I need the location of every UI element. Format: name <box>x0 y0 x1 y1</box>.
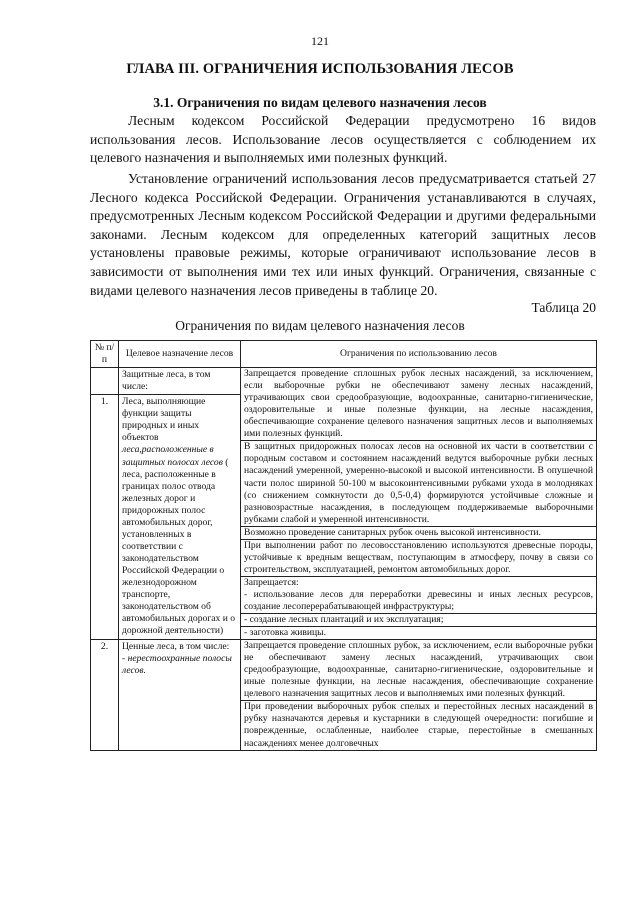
chapter-title: ГЛАВА III. ОГРАНИЧЕНИЯ ИСПОЛЬЗОВАНИЯ ЛЕСОВ <box>126 61 514 77</box>
paragraph-text: Лесным кодексом Российской Федерации предусмотрено 16 видов использования лесов. Использование лесов осуществляется с соблюдением их целевого назначения и выполняемых ими полезных функций. <box>90 113 596 166</box>
row-number: 2. <box>91 640 119 750</box>
row-number: 1. <box>91 395 119 640</box>
table-header-row <box>91 341 597 368</box>
paragraph-1 <box>90 112 596 168</box>
restriction-paragraph: Запрещается: - использование лесов для переработки древесины и иных лесных ресурсов, создание лесоперерабатывающей инфраструктуры; <box>241 576 596 613</box>
row1-number-top <box>91 368 119 395</box>
table-row <box>91 640 597 750</box>
paragraph-2 <box>90 170 596 300</box>
table-row <box>91 368 597 395</box>
header-restrictions: Ограничения по использованию лесов <box>241 341 597 368</box>
restriction-paragraph: - заготовка живицы. <box>241 626 596 639</box>
purpose-italic-text: - нерестоохранные полосы лесов. <box>122 653 232 677</box>
purpose-text: Леса, выполняющие функции защиты природных и иных объектов <box>122 396 206 444</box>
restriction-paragraph: - создание лесных плантаций и их эксплуатация; <box>241 613 596 626</box>
row1-purpose <box>119 395 241 640</box>
restriction-paragraph: Запрещается проведение сплошных рубок, за исключением, если выборочные рубки не обеспечивают замену лесных насаждений, утрачивающих свои средообразующие, водоохранные, санитарно-гигиенические, оздоровительные и иные полезные функции, на лесные насаждения, обеспечивающие сохранение целевого назначения защитных лесов и выполняемых ими полезных функций. <box>244 640 593 700</box>
row2-restrictions <box>241 640 597 750</box>
section-title: 3.1. Ограничения по видам целевого назначения лесов <box>153 95 487 110</box>
group-label: Защитные леса, в том числе: <box>119 368 241 395</box>
table-label: Таблица 20 <box>531 300 596 315</box>
table-caption: Ограничения по видам целевого назначения лесов <box>175 318 465 333</box>
header-number: № п/п <box>91 341 119 368</box>
purpose-text: Ценные леса, в том числе: <box>122 641 230 653</box>
restriction-paragraph: При выполнении работ по лесовосстановлению используются древесные породы, устойчивые к вредным веществам, поступающим в атмосферу, почву в связи со строительством, эксплуатацией, ремонтом автомобильных дорог. <box>241 539 596 576</box>
row1-restrictions <box>241 368 597 640</box>
page-number: 121 <box>311 34 329 48</box>
restriction-paragraph: При проведении выборочных рубок спелых и перестойных лесных насаждений в рубку назначаются деревья и кустарники в следующей очередности: погибшие и поврежденные, ослабленные, наиболее старые, перестойные в смешанных насаждениях менее долговечных <box>241 700 596 749</box>
header-purpose: Целевое назначение лесов <box>119 341 241 368</box>
row2-purpose <box>119 640 241 750</box>
restriction-paragraph: Возможно проведение санитарных рубок очень высокой интенсивности. <box>241 526 596 539</box>
restriction-paragraph: Запрещается проведение сплошных рубок лесных насаждений, за исключением, если выборочные рубки не обеспечивают замену лесных насаждений, утрачивающих свои средообразующие, водоохранные, санитарно-гигиенические, оздоровительные и иные полезные функции, на лесные насаждения, обеспечивающие сохранение целевого назначения защитных лесов и выполняемых ими полезных функций. <box>244 368 593 440</box>
purpose-italic-text: леса,расположенные в защитных полосах лесов <box>122 444 223 468</box>
restrictions-table <box>90 340 597 751</box>
restriction-paragraph: В защитных придорожных полосах лесов на основной их части в соответствии с породным составом и состоянием насаждений ведутся выборочные рубки лесных насаждений умеренной, умеренно-высокой и высокой интенсивности. В опушечной части полос шириной 50-100 м высокоинтенсивными рубками ухода в молодняках (со снижением сомкнутости до 0,5-0,4) формируются устойчивые сложные и разновозрастные насаждения, в последующем поддерживаемые выборочными рубками слабой и умеренной интенсивности. <box>241 440 596 525</box>
paragraph-text: Установление ограничений использования лесов предусматривается статьей 27 Лесного кодекса Российской Федерации. Ограничения устанавливаются в случаях, предусмотренных Лесным кодексом Российской Федерации и другими федеральными законами. Лесным кодексом для определенных категорий защитных лесов установлены правовые режимы, которые ограничивают использование лесов в зависимости от выполнения ими тех или иных функций. Ограничения, связанные с видами целевого назначения лесов приведены в таблице 20. <box>90 171 596 298</box>
purpose-text: ( леса, расположенные в границах полос отвода железных дорог и придорожных полос автомобильных дорог, установленных в соответствии с законодательством Российской Федерации о железнодорожном транспорте, законодательством об автомобильных дорогах и о дорожной деятельности) <box>122 456 236 637</box>
